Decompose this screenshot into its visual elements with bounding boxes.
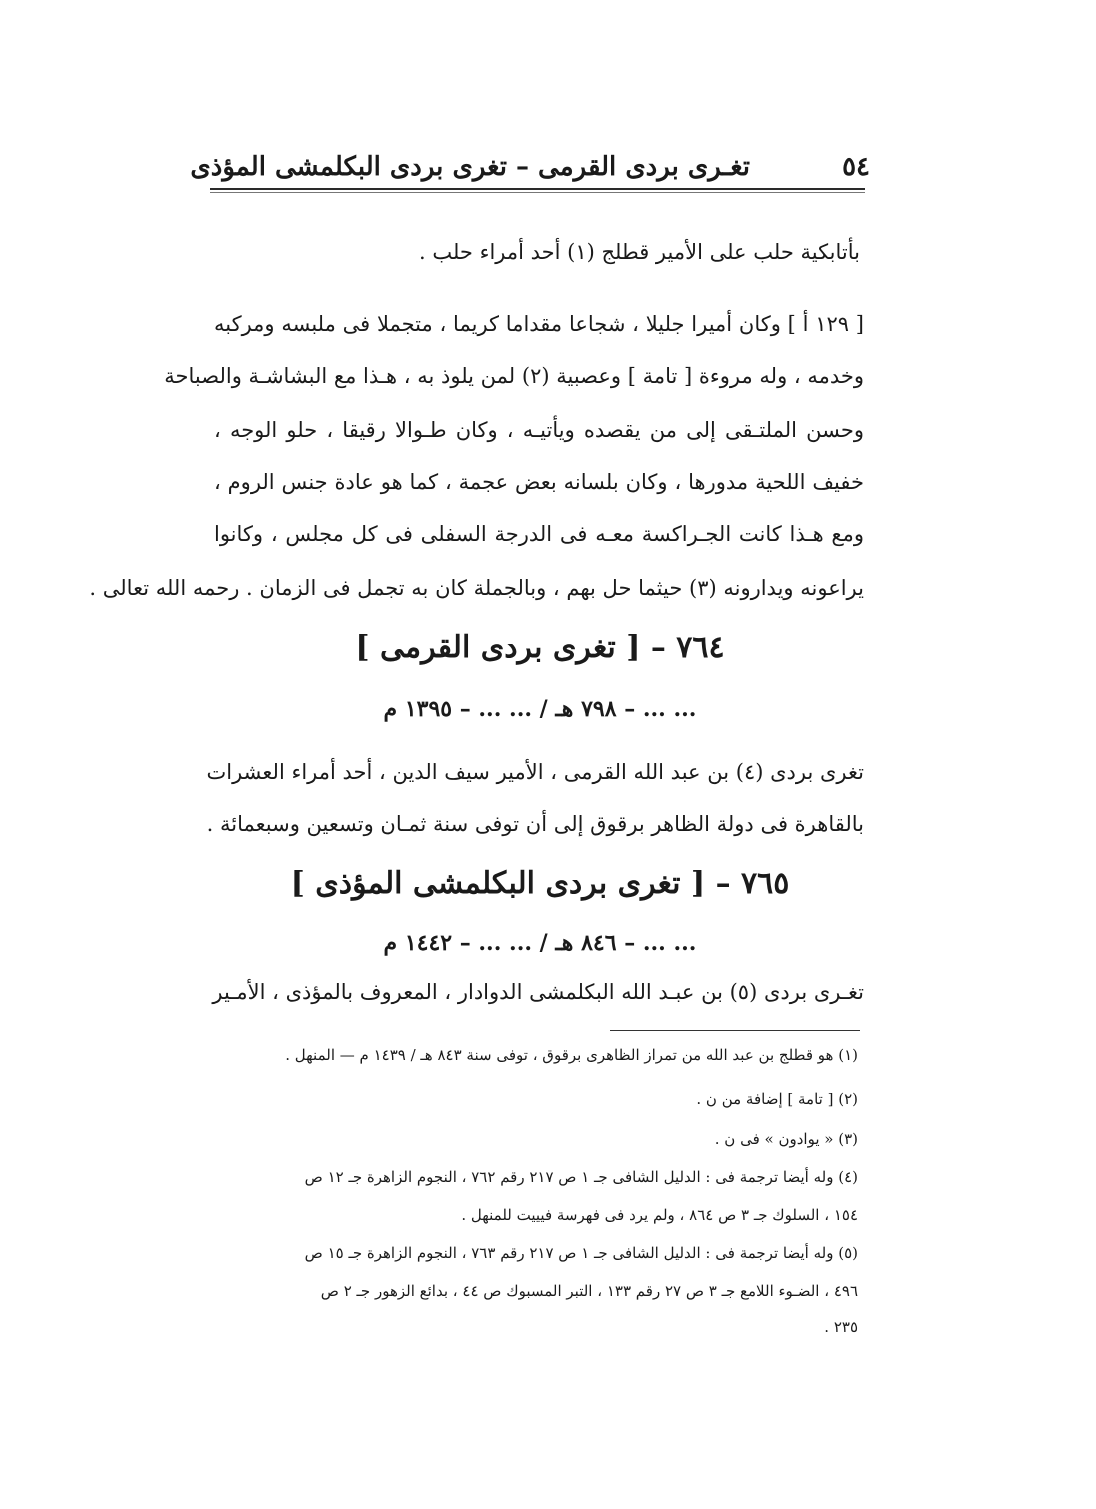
footnote: ٢٣٥ . [824,1318,858,1336]
header-rule [210,188,865,190]
body-line: تغـرى بردى (٥) بن عبـد الله البكلمشى الدوادار ، المعروف بالمؤذى ، الأمـير [212,980,864,1004]
body-line: بأتابكية حلب على الأمير قطلج (١) أحد أمراء حلب . [418,240,860,264]
running-title: تغـرى بردى القرمى – تغرى بردى البكلمشى المؤذى [190,152,750,182]
footnote: (٣) « يوادون » فى ن . [714,1130,858,1148]
footnote-rule [610,1030,860,1031]
footnote: (١) هو قطلج بن عبد الله من تمراز الظاهرى برقوق ، توفى سنة ٨٤٣ هـ / ١٤٣٩ م — المنهل . [285,1046,858,1064]
entry-heading: ٧٦٥ – [ تغرى بردى البكلمشى المؤذى ] [290,866,790,901]
footnote: (٢) [ تامة ] إضافة من ن . [696,1090,858,1108]
body-line: وحسن الملتـقى إلى من يقصده ويأتيـه ، وكان طـوالا رقيقا ، حلو الوجه ، [214,418,864,442]
running-header [190,148,870,188]
entry-dates: ... ... – ٧٩٨ هـ / ... ... – ١٣٩٥ م [383,696,697,722]
entry-dates: ... ... – ٨٤٦ هـ / ... ... – ١٤٤٢ م [383,930,697,956]
footnote: (٤) وله أيضا ترجمة فى : الدليل الشافى جـ ١ ص ٢١٧ رقم ٧٦٢ ، النجوم الزاهرة جـ ١٢ ص [304,1168,858,1186]
body-line: يراعونه ويدارونه (٣) حيثما حل بهم ، وبالجملة كان به تجمل فى الزمان . رحمه الله تعالى . [89,576,864,600]
page-number: ٥٤ [842,152,870,182]
body-line: خفيف اللحية مدورها ، وكان بلسانه بعض عجمة ، كما هو عادة جنس الروم ، [214,470,864,494]
body-line: ومع هـذا كانت الجـراكسة معـه فى الدرجة السفلى فى كل مجلس ، وكانوا [214,522,864,546]
body-line: وخدمه ، وله مروءة [ تامة ] وعصبية (٢) لمن يلوذ به ، هـذا مع البشاشـة والصباحة [164,364,864,388]
footnote: (٥) وله أيضا ترجمة فى : الدليل الشافى جـ ١ ص ٢١٧ رقم ٧٦٣ ، النجوم الزاهرة جـ ١٥ ص [304,1244,858,1262]
header-rule-thin [210,192,865,193]
footnote: ١٥٤ ، السلوك جـ ٣ ص ٨٦٤ ، ولم يرد فى فهرسة فيييت للمنهل . [461,1206,858,1224]
entry-heading: ٧٦٤ – [ تغرى بردى القرمى ] [355,630,725,665]
footnote: ٤٩٦ ، الضـوء اللامع جـ ٣ ص ٢٧ رقم ١٣٣ ، التبر المسبوك ص ٤٤ ، بدائع الزهور جـ ٢ ص [320,1282,858,1300]
body-line: تغرى بردى (٤) بن عبد الله القرمى ، الأمير سيف الدين ، أحد أمراء العشرات [206,760,864,784]
body-line: [ ١٢٩ أ ] وكان أميرا جليلا ، شجاعا مقداما كريما ، متجملا فى ملبسه ومركبه [214,312,864,336]
body-line: بالقاهرة فى دولة الظاهر برقوق إلى أن توفى سنة ثمـان وتسعين وسبعمائة . [206,812,864,836]
